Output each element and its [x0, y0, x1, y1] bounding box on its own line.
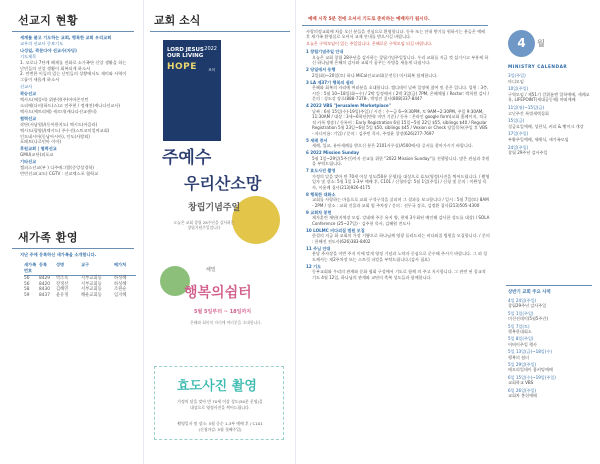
list-item [508, 324, 592, 335]
missions-line5: 2. 연변한 이들의 있는 난민들의 상황에서도 재미와 사역이 [20, 71, 127, 77]
poster-line1: LORD JESUS [167, 47, 204, 53]
members-col-parish: 교구 [81, 261, 90, 267]
missions-line16: 포페트(나로민아 이아) [20, 139, 62, 145]
schedule-header: 상반기 교회 주요 사역 [508, 290, 551, 295]
schedule-date: 5일 8일(주일) [508, 336, 534, 342]
list-item [508, 388, 592, 399]
missions-line2: 기도제목 [20, 53, 37, 59]
schedule-date: 6일 15일(수)~19일(주일) [508, 374, 556, 380]
news-item-body: 은혜와 회복의 자리에 여러분을 초대합니다. 캠디데이 날짜 일정에 참여 및 운은 입니다. 입원 : 3층, 시간 : 5월 10~18일(화~수) / 2박 일정에서 / 2박 3일(금) 7PM, 은혜체험 / Rector: 박희원 감사 / 문의 : 성도강 장로(888-7378-, 박정진 집사(808)337-8447 [312, 85, 490, 102]
missions-line12: 협력선교 [20, 115, 37, 121]
retreat-subtitle: 은혜와 회복의 자리에 여러분을 초대합니다. [190, 320, 263, 325]
members-col-number: 새가족 번호 [24, 261, 37, 273]
cell: 8430 [39, 287, 50, 293]
news-item-title: 9 교회차 봉헌 [306, 209, 332, 215]
cell: 조원순 [114, 287, 127, 293]
cell: 윤유정 [56, 293, 69, 299]
photo-desc [165, 399, 275, 411]
news-headline: 예배 시작 5분 전에 오셔서 기도로 준비하는 예배자가 됩시다. [308, 17, 430, 22]
ministry-calendar [508, 65, 592, 158]
calendar-date: 10일(주일) [508, 86, 529, 92]
cell: 서부교회등 [81, 287, 102, 293]
missions-intro-2: 교우의 선교사 중보기도 [20, 40, 64, 46]
missions-line20: 캠퍼스선교(부 ) 디주에그람(중앙성경학) [20, 165, 94, 171]
news-item-title: 6 2022 Mission Sunday [306, 150, 360, 156]
calendar-date: 17일(주일) [508, 131, 529, 137]
missions-line19: 기타선교 [20, 159, 37, 165]
poster-hope: HOPE [167, 62, 197, 72]
missions-line1: 나성일, 곽문다야 선교사(자딩) [20, 47, 77, 53]
schedule-date: 5일 13일(금)~18일(수) [508, 349, 552, 355]
list-item [306, 138, 490, 149]
missions-line13: 작단(서남원)/(동아한지도) 엑시드(아클라) [20, 121, 98, 127]
list-item [508, 311, 592, 322]
list-item [508, 362, 592, 373]
anniversary-subtitle [164, 220, 244, 230]
calendar-list [508, 73, 592, 156]
theme-line2: 우리산소망 [184, 174, 262, 193]
news-item-title: 3 LA 제37기 행복의 쉼터 [306, 79, 354, 85]
schedule-text: 교회학교 VBS [508, 380, 534, 386]
retreat-pre: 해밀 [206, 267, 216, 273]
news-item-title: 10 LOLMC 비다외집 범원 모집 [306, 227, 365, 233]
news-item-title: 4 2022 VBS "Jerusalem Marketplace" [306, 103, 391, 109]
list-item [508, 105, 592, 116]
missions-line17: 후원교회 | 협력선교 [20, 146, 57, 152]
calendar-header: MINISTRY CALENDAR [508, 65, 568, 70]
missions-line11: 엑사드(에트리에) 세르미(캐나다선교센터) [20, 108, 97, 114]
calendar-text: 고난주간 특별새벽집회 [508, 110, 549, 116]
schedule-date: 5일 1일(주일) [508, 310, 534, 316]
missions-line21: 빈민선교(교도) CGTV : 선교엑스포 협력교 [20, 170, 99, 176]
gutter [143, 0, 144, 464]
missions-divider [12, 31, 134, 32]
missions-line9: 엑사드(에플비) 위관현(주)아마존인턴 [20, 97, 89, 103]
rest-retreat-panel [154, 262, 284, 360]
news-intro: 사랑의정교회에 처음 오신 분들을 진심으로 환영합니다. 등록 또는 안내 받기를 원하시는 분들은 예배 후 새가족 환영실로 오셔서 교제 안내를 받으시길 바랍니다. [306, 28, 486, 40]
news-item-body: 교회를 사랑하는 마음으로 교회 구석구석을 살피며 그 결과를 보고합니다 / 일시 : 5월 7일(토) 8AM - 2PM / 장소 : 교회 건물과 교회 옆 주차장 / 문의 : 선무국 장로, 김정환 집사(213)505-4300 [312, 197, 489, 208]
church-news-title: 교회 소식 [154, 14, 201, 27]
cell: 하성혜 [114, 281, 127, 287]
calendar-text: 성금요일예배, 성찬식, 커피 & 빵이크 개강 [508, 123, 584, 129]
missions-line4: 난민들의 신앙 생활이 회복되게 하소서 [20, 65, 91, 71]
news-item-title: 12 기도 [306, 263, 322, 269]
photo-detail-1: 촬영일자 및 장소: 5월 중순 1-3부 예배 후 / C101 [177, 421, 263, 426]
schedule-text: 행복의 쉼터 [508, 354, 530, 360]
schedule-text: 교회차 봉헌예배 [508, 393, 537, 399]
middle-column [146, 0, 294, 464]
news-item-title: 2 당일에서 동행 [306, 67, 336, 73]
news-item-title: 7 효도사진 촬영 [306, 168, 336, 174]
schedule-date: 5일 7일(토) [508, 323, 530, 329]
poster-line2: OUR LIVING [167, 53, 204, 59]
calendar-text: 창립 29주년 감사주일 [508, 150, 548, 156]
theme-poster [163, 40, 221, 141]
list-item [508, 145, 592, 156]
news-item-body: 한결의 지금 화 교회의 가장 기쁨으로 하나님께 영광 돌리드리는 비다외집 범원을 모집합니다. / 문의 : 한혜진 전도사(626)383-8402 [312, 233, 490, 244]
photo-desc-1: 가정의 달을 맞아 만 70세 이상 성도(50분 운영)을 [177, 399, 263, 404]
list-item [306, 67, 490, 78]
poster-season: 표어 [208, 68, 215, 72]
schedule-date: 6일 26일(주일) [508, 387, 537, 393]
calendar-text: 부활주일예배, 세례식, 새가족모임 [508, 136, 569, 142]
missions-line15: 인도네시아(동남아시아), 인도(사랑외) [20, 133, 90, 139]
news-item-body: 가정의 달을 맞아 만 70세 이상 성도(50분 운영)를 대상으로 효도(영정)사진을 찍어드립니다. / 촬영일자 및 장소: 5월 1일 1-3부 예배 후, C101 / 신청마감: 5월 1일(주일) / 신청 및 문의 : 이완성 목사, 이윤례 집사(213)926-4175 [312, 173, 490, 190]
cell: 서부교회등 [81, 275, 102, 281]
photo-title: 효도사진 촬영 [177, 379, 257, 394]
cell: 59 [24, 293, 30, 299]
missions-line8: 곽승선교 [20, 91, 37, 97]
calendar-date: 3일(주일) [508, 73, 526, 78]
missions-intro-1: 세계를 품고 기도하는 교회, 행복한 교회 우리교회 [20, 35, 112, 40]
list-item [306, 80, 490, 102]
members-col-reg: 등록 [39, 261, 48, 267]
news-item-body: 5월 1일~29일(5주간)까지 선교를 위한 "2022 Mission Sunday"를 진행합니다. 많은 관심과 후원을 부탁드립니다. [312, 155, 490, 167]
news-item-body: 제자훈련 재단(지역장 모임. 강네에 주중 유지 양, 현재 3우회된 배인해 감사한 성도를 대상) / SOLA Conference (25~27일) · 김주헌 목사, 김혜원 전도사 [312, 215, 490, 226]
table-row [24, 293, 136, 299]
calendar-date: 24일(주일) [508, 144, 529, 150]
calendar-date: 15일(금) [508, 118, 525, 124]
news-item-title: 11 주님 안대 [306, 245, 331, 251]
list-item [508, 349, 592, 360]
news-item-body: 분당 주자장을 이번 주지 이에 맞게 영정 기념과 노약자 중심으로 준수해 주시기 바랍니다. 그 외 성도께서는 제2주차장 또는 스트릿 파킹을 부탁드립니다.(감사 필요) [312, 251, 488, 262]
news-column [296, 0, 494, 464]
news-item-body: 오늘은 교회 창립 28주년을 감사하는 창립기념주일입니다. 우리 교회를 지금 껏 섬기시고 부흥케 하신 하나님께 은혜의 감사와 교회가 꿈꾸는 사명을 새롭게 다짐시다. [312, 54, 489, 66]
photo-panel [154, 366, 284, 440]
list-item [306, 49, 490, 66]
poster-lord-jesus [167, 47, 204, 59]
month-label: 월 [537, 39, 545, 48]
cell: 박조옥 [56, 275, 69, 281]
schedule-text: 행복한대회소 [508, 329, 532, 335]
members-col-host: 배가처 [114, 261, 127, 267]
calendar-text: 구역모임 / 제51기 갈위름엔 입학예배, 세례교육, LIFEPOINT(세대공동체) 야외예배 [508, 91, 590, 103]
schedule-text: 메모리얼데이 홈커밍예배 [508, 367, 553, 373]
schedule-text: 미션선데이(5월5주간) [508, 316, 549, 322]
anniversary-subtitle-1: 오늘은 교회 창립 28주년을 감사하는 [173, 220, 235, 225]
news-divider [302, 25, 488, 26]
church-news-divider [150, 31, 290, 32]
list-item [306, 150, 490, 167]
news-item-body: 날짜 : 6월 15일(수)-19일(주일) / 시간 : 수~금 6~9:30PM, 토 9AM~2:30PM, 주일 9:30AM, 11:30AM / 대상 : 3세~6학년(만학 미만 기준) / 등록 : 온라인 google form(교회 홈페이지, 적극적 카톡 방송) / 등록비 : Early Registration 6월 15일~5월 22일 $55, siblings $40 / Regular Registration 5월 23일~6월 5일 $50, siblings $45 / Vexion or Check 당일목록(주일 후 VBS - 자녀이름: 기입) / 문의 : 김주민 목사, 주정윤 창장(626)277-7697 [312, 108, 488, 136]
poster-year: 2022 [204, 46, 217, 52]
list-item [508, 298, 592, 309]
list-item [508, 375, 592, 386]
cell: 하성혜 [114, 275, 127, 281]
missions-line10: 소피에(다비(하드)스)고 전주현 / 정재진(캐나다선교사) [20, 102, 121, 108]
list-item [306, 264, 490, 281]
anniversary-panel [154, 190, 284, 260]
left-column [6, 0, 140, 464]
cell: 58 [24, 287, 30, 293]
members-title: 새가족 환영 [18, 230, 78, 244]
list-item [306, 246, 490, 263]
photo-detail-2: (신청마감: 5월 첫째주일) [198, 427, 242, 432]
members-intro [20, 252, 136, 258]
list-item [508, 336, 592, 347]
cell: 8429 [39, 275, 50, 281]
news-item-title: 8 행복한 대화소 [306, 191, 336, 197]
right-column [494, 0, 600, 464]
retreat-dates: 5월 5일부터 ~ 18일까지 [194, 309, 252, 315]
missions-body [20, 35, 136, 177]
members-table-header [24, 262, 136, 276]
photo-detail [165, 421, 275, 433]
news-item-body: 동부교회와 우리의 관계와 문화 협회 구성에서 기도로 함께 의 주고 지시합니다. 그 관련 된 종교적 기도 4월 12일, 하나님의 관계와 교단의 축복 성도들과 함께합니다. [312, 269, 486, 280]
list-item [508, 131, 592, 142]
list-item [306, 228, 490, 245]
missions-line14: 엑시드(평양)/(엑시드) 주수선(스트코미얼여교회) [20, 127, 110, 133]
retreat-title: 행복의쉼터 [184, 285, 252, 301]
list-item [306, 168, 490, 190]
missions-line6: 그룹이 새롭게 하소서 [20, 77, 60, 83]
theme-line1: 주예수 [162, 148, 212, 168]
list-item [508, 73, 592, 84]
cell: 8437 [39, 293, 50, 299]
news-list [306, 49, 490, 280]
cell: 56 [24, 281, 30, 287]
missions-line3: 1. 코로나 7단계 해제를 전화로 소가족단 신앙 생활을 하는 [20, 59, 127, 65]
cell: 임지혜 [114, 293, 127, 299]
list-item [306, 192, 490, 209]
anniversary-title: 창립기념주일 [188, 203, 241, 213]
cell: 강정선 [56, 281, 69, 287]
schedule-text: 창립29주년 감사주일 [508, 303, 547, 309]
schedule-text: 어버이주일 행사 [508, 341, 537, 347]
list-item [306, 103, 490, 136]
members-col-name: 성명 [56, 261, 65, 267]
members-intro-text: 지난 주에 등록하신 새가족을 소개합니다. [20, 251, 97, 257]
list-item [508, 86, 592, 103]
missions-title: 선교지 현황 [18, 14, 78, 27]
news-item-title: 1 창립기념주일 안내 [306, 49, 344, 55]
members-divider [12, 248, 134, 249]
schedule-divider [506, 285, 592, 286]
cell: 김혜민 [56, 287, 69, 293]
calendar-text: 마디모임 [508, 78, 524, 84]
major-schedule [508, 289, 592, 401]
missions-line18: GMU(교단)외포교 [20, 152, 54, 158]
photo-desc-2: 대상으로 영정사진을 찍어드립니다. [189, 405, 251, 410]
cell: 서부교회등 [81, 281, 102, 287]
news-item-title: 5 세례 증서 [306, 137, 328, 143]
cell: 56 [24, 275, 30, 281]
month-badge: 4 [508, 30, 535, 57]
schedule-date: 4일 24일(주일) [508, 298, 537, 303]
missions-line7: 선교사 [20, 84, 33, 90]
news-item-body: 세례, 입교, 유아세례를 받으신 분은 2101사무실(A500에서) 증서를 찾아가시기 바랍니다. [312, 143, 474, 149]
list-item [508, 118, 592, 129]
list-item [306, 210, 490, 227]
schedule-date: 5일 29일(주일) [508, 362, 537, 368]
news-item-body: 2일(화)~20일(토) 하나 MiCal선교교회(문전동) 미사회복 함께합니다. [312, 72, 438, 78]
calendar-date: 11일(월)~15일(금) [508, 104, 545, 110]
anniversary-subtitle-2: 창립기념주일입니다 [187, 225, 221, 230]
cell: 해운교회등 [81, 293, 102, 299]
news-intro-2: 오늘은 구역모임이 있는 주일입니다. 은혜로운 구역모임 되길 바랍니다. [306, 40, 433, 46]
cell: 8420 [39, 281, 50, 287]
